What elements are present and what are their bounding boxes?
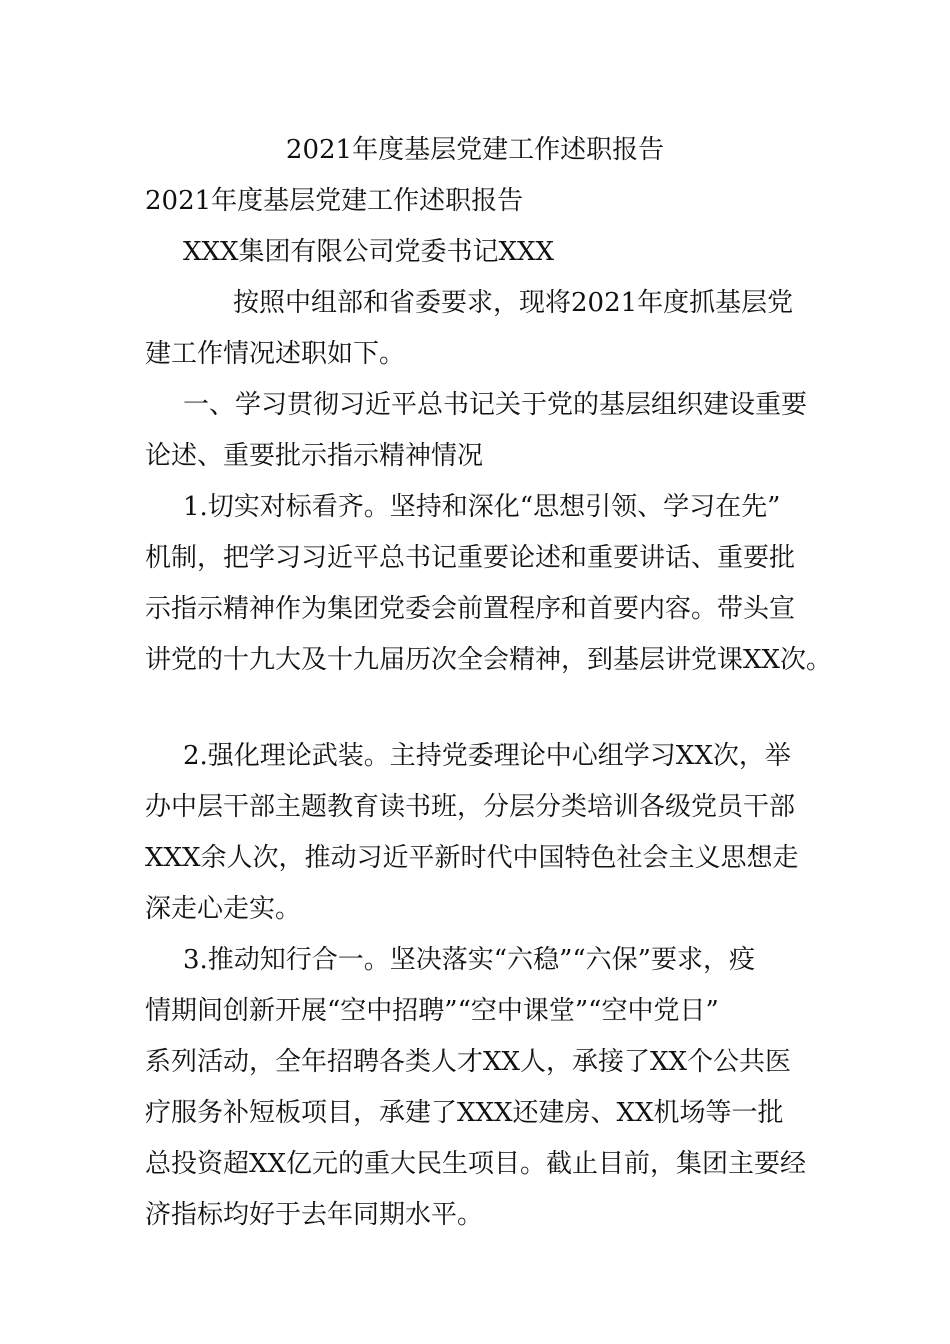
- section-heading-line: 一、学习贯彻习近平总书记关于党的基层组织建设重要: [183, 390, 808, 420]
- paragraph-line: 讲党的十九大及十九届历次全会精神，到基层讲党课XX次。: [145, 645, 833, 675]
- paragraph-line: 按照中组部和省委要求，现将2021年度抓基层党: [233, 288, 794, 318]
- paragraph-line: 1.切实对标看齐。坚持和深化“思想引领、学习在先”: [183, 492, 781, 522]
- paragraph-line: 济指标均好于去年同期水平。: [145, 1200, 484, 1230]
- author-line: XXX集团有限公司党委书记XXX: [183, 237, 555, 267]
- section-heading-line: 论述、重要批示指示精神情况: [145, 441, 484, 471]
- paragraph-line: 疗服务补短板项目，承建了XXX还建房、XX机场等一批: [145, 1098, 784, 1128]
- paragraph-line: 深走心走实。: [145, 894, 302, 924]
- paragraph-line: 系列活动，全年招聘各类人才XX人，承接了XX个公共医: [145, 1047, 792, 1077]
- paragraph-line: 示指示精神作为集团党委会前置程序和首要内容。带头宣: [145, 594, 796, 624]
- paragraph-line: 总投资超XX亿元的重大民生项目。截止目前，集团主要经: [145, 1149, 807, 1179]
- paragraph-line: 建工作情况述职如下。: [145, 339, 406, 369]
- paragraph-line: 办中层干部主题教育读书班，分层分类培训各级党员干部: [145, 792, 796, 822]
- paragraph-line: 情期间创新开展“空中招聘”“空中课堂”“空中党日”: [145, 996, 719, 1026]
- paragraph-line: 3.推动知行合一。坚决落实“六稳”“六保”要求，疫: [183, 945, 755, 975]
- document-title: 2021年度基层党建工作述职报告: [285, 135, 665, 165]
- paragraph-line: 2.强化理论武装。主持党委理论中心组学习XX次，举: [183, 741, 791, 771]
- paragraph-line: 机制，把学习习近平总书记重要论述和重要讲话、重要批: [145, 543, 796, 573]
- document-subtitle: 2021年度基层党建工作述职报告: [145, 186, 524, 216]
- paragraph-line: XXX余人次，推动习近平新时代中国特色社会主义思想走: [145, 843, 799, 873]
